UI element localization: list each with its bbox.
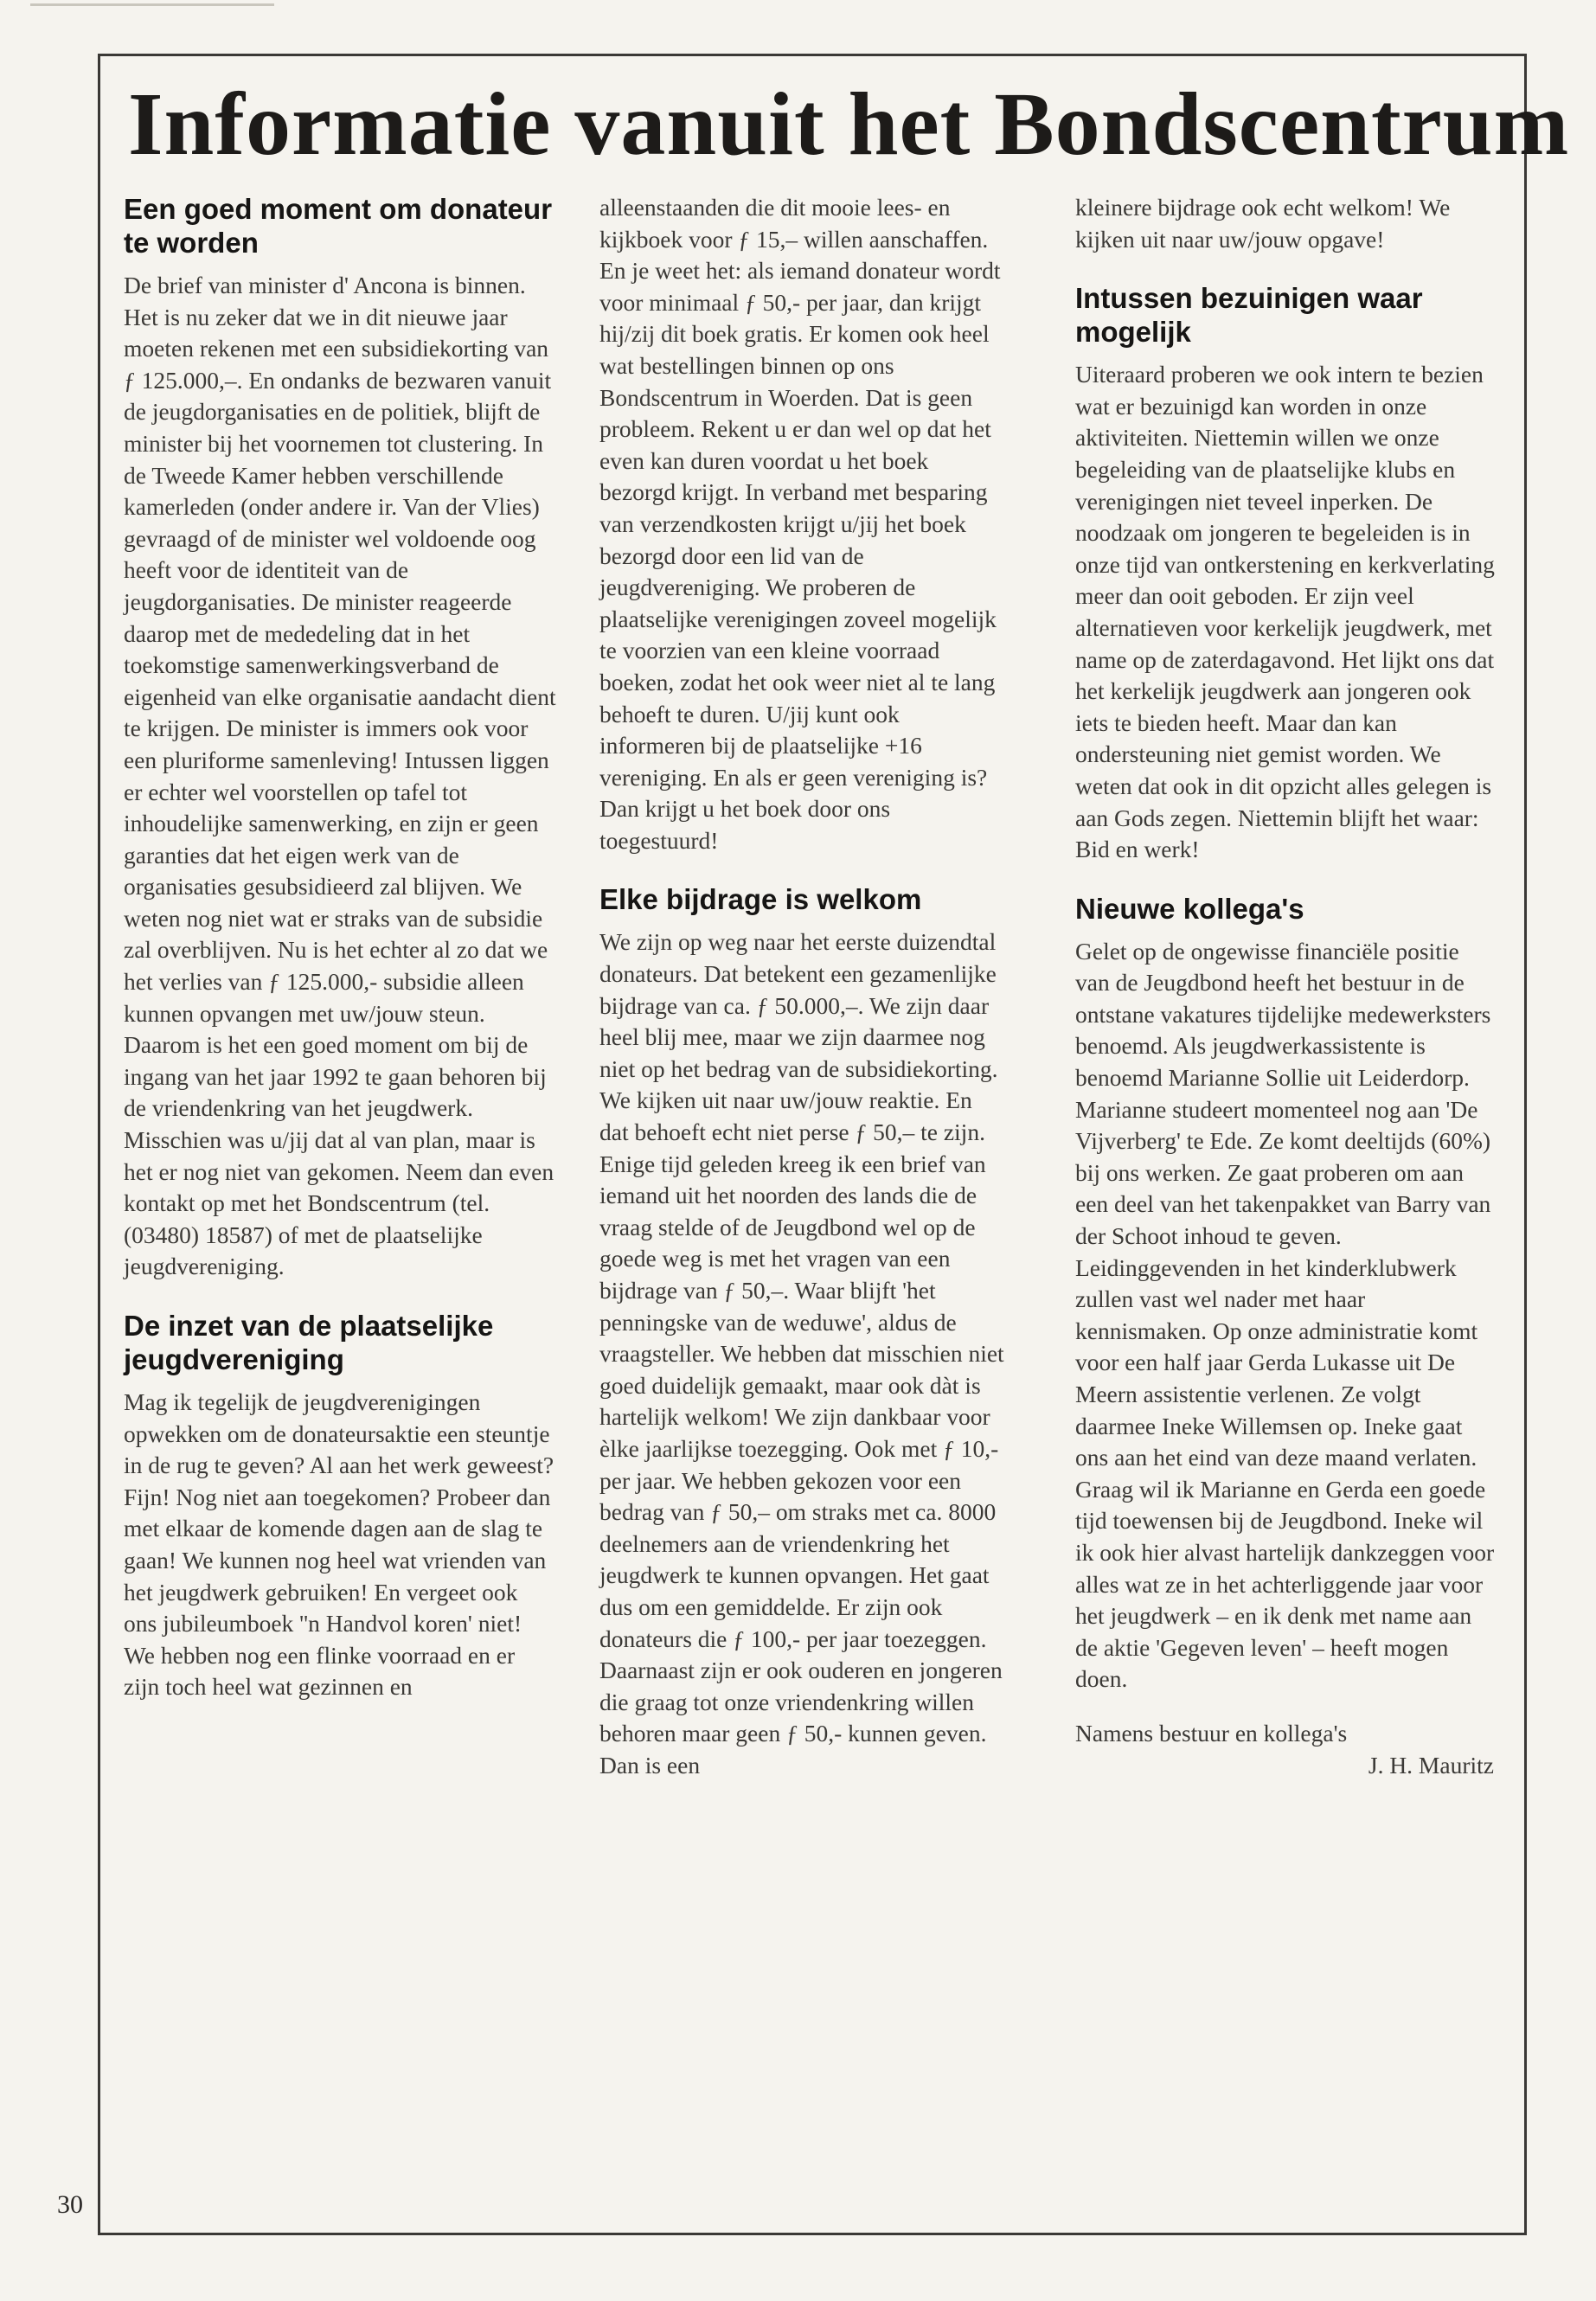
section-body-inzet-part2: alleenstaanden die dit mooie lees- en kijkboek voor ƒ 15,– willen aanschaffen. En je weet het: als iemand donateur wordt voor minimaal ƒ 50,- per jaar, dan krijgt hij/zij dit boek gratis. Er komen ook heel wat bestellingen binnen op ons Bondscentrum in Woerden. Dat is geen probleem. Rekent u er dan wel op dat het even kan duren voordat u het boek bezorgd krijgt. In verband met besparing van verzendkosten krijgt u/jij het boek bezorgd door een lid van de jeugdvereniging. We proberen de plaatselijke verenigingen zoveel mogelijk te voorzien van een kleine voorraad boeken, zodat het ook weer niet al te lang behoeft te duren. U/jij kunt ook informeren bij de plaatselijke +16 vereniging. En als er geen vereniging is? Dan krijgt u het boek door ons toegestuurd! — [599, 194, 1001, 854]
column-2 — [599, 192, 1006, 1782]
section-body-inzet-part1: Mag ik tegelijk de jeugdverenigingen opwekken om de donateursaktie een steuntje in de rug te geven? Al aan het werk geweest? Fijn! Nog niet aan toegekomen? Probeer dan met elkaar de komende dagen aan de slag te gaan! We kunnen nog heel wat vrienden van het jeugdwerk gebruiken! En vergeet ook ons jubileumboek ''n Handvol koren' niet! We hebben nog een flinke voorraad en er zijn toch heel wat gezinnen en — [124, 1388, 554, 1701]
section-body-donateur: De brief van minister d' Ancona is binnen. Het is nu zeker dat we in dit nieuwe jaar moeten rekenen met een subsidiekorting van ƒ 125.000,–. En ondanks de bezwaren vanuit de jeugdorganisaties en de politiek, blijft de minister bij het voornemen tot clustering. In de Tweede Kamer hebben verschillende kamerleden (onder andere ir. Van der Vlies) gevraagd of de minister wel voldoende oog heeft voor de identiteit van de jeugdorganisaties. De minister reageerde daarop met de mededeling dat in het toekomstige samenwerkingsverband de eigenheid van elke organisatie aandacht dient te krijgen. De minister is immers ook voor een pluriforme samenleving! Intussen liggen er echter wel voorstellen op tafel tot inhoudelijke samenwerking, en zijn er geen garanties dat het eigen werk van de organisaties gesubsidieerd zal blijven. We weten nog niet wat er straks van de subsidie zal overblijven. Nu is het echter al zo dat we het verlies van ƒ 125.000,- subsidie alleen kunnen opvangen met uw/jouw steun. Daarom is het een goed moment om bij de ingang van het jaar 1992 te gaan behoren bij de vriendenkring van het jeugdwerk. Misschien was u/jij dat al van plan, maar is het er nog niet van gekomen. Neem dan even kontakt op met het Bondscentrum (tel. (03480) 18587) of met de plaatselijke jeugdvereniging. — [124, 272, 556, 1280]
section-heading-inzet: De inzet van de plaatselijke jeugdvereniging — [124, 1310, 494, 1375]
section-body-bezuinigen: Uiteraard proberen we ook intern te bezien wat er bezuinigd kan worden in onze aktiviteiten. Niettemin willen we onze begeleiding van de plaatselijke klubs en verenigingen niet teveel inperken. De noodzaak om jongeren te begeleiden is in onze tijd van ontkerstening en kerkverlating meer dan ooit geboden. Er zijn veel alternatieven voor kerkelijk jeugdwerk, met name op de zaterdagavond. Het lijkt ons dat het kerkelijk jeugdwerk aan jongeren ook iets te bieden heeft. Maar dan kan ondersteuning niet gemist worden. We weten dat ook in dit opzicht alles gelegen is aan Gods zegen. Niettemin blijft het waar: Bid en werk! — [1075, 361, 1495, 863]
section-heading-bijdrage: Elke bijdrage is welkom — [599, 883, 922, 916]
section-body-bijdrage-part1: We zijn op weg naar het eerste duizendtal donateurs. Dat betekent een gezamenlijke bijdrage van ca. ƒ 50.000,–. We zijn daar heel blij mee, maar we zijn daarmee nog niet op het bedrag van de subsidiekorting. We kijken uit naar uw/jouw reaktie. En dat behoeft echt niet perse ƒ 50,– te zijn. Enige tijd geleden kreeg ik een brief van iemand uit het noorden des lands die de vraag stelde of de Jeugdbond wel op de goede weg is met het vragen van een bijdrage van ƒ 50,–. Waar blijft 'het penningske van de weduwe', aldus de vraagsteller. We hebben dat misschien niet goed duidelijk gemaakt, maar ook dàt is hartelijk welkom! We zijn dankbaar voor èlke jaarlijkse toezegging. Ook met ƒ 10,- per jaar. We hebben gekozen voor een bedrag van ƒ 50,– om straks met ca. 8000 deelnemers aan de vriendenkring het jeugdwerk te kunnen opvangen. Het gaat dus om een gemiddelde. Er zijn ook donateurs die ƒ 100,- per jaar toezeggen. Daarnaast zijn er ook ouderen en jongeren die graag tot onze vriendenkring willen behoren maar geen ƒ 50,- kunnen geven. Dan is een — [599, 928, 1004, 1779]
section-body-kollegas: Gelet op de ongewisse financiële positie van de Jeugdbond heeft het bestuur in de ontstane vakatures tijdelijke medewerksters benoemd. Als jeugdwerkassistente is benoemd Marianne Sollie uit Leiderdorp. Marianne studeert momenteel nog aan 'De Vijverberg' te Ede. Ze komt deeltijds (60%) bij ons werken. Ze gaat proberen om aan een deel van het takenpakket van Barry van der Schoot inhoud te geven. Leidinggevenden in het kinderklubwerk zullen vast wel nader met haar kennismaken. Op onze administratie komt voor een half jaar Gerda Lukasse uit De Meern assistentie verlenen. Ze volgt daarmee Ineke Willemsen op. Ineke gaat ons aan het eind van deze maand verlaten. Graag wil ik Marianne en Gerda een goede tijd toewensen bij de Jeugdbond. Ineke wil ik ook hier alvast hartelijk dankzeggen voor alles wat ze in het achterliggende jaar voor het jeugdwerk – en ik denk met name aan de aktie 'Gegeven leven' – heeft mogen doen. — [1075, 937, 1495, 1693]
signature-line: Namens bestuur en kollega's — [1075, 1719, 1348, 1747]
page-number: 30 — [57, 2190, 83, 2219]
column-3 — [1075, 192, 1499, 1781]
column-1 — [124, 192, 556, 1703]
signature-name: J. H. Mauritz — [1368, 1751, 1494, 1779]
top-rule — [30, 3, 274, 6]
page-title: Informatie vanuit het Bondscentrum — [128, 74, 1570, 174]
section-body-bijdrage-part2: kleinere bijdrage ook echt welkom! We kijken uit naar uw/jouw opgave! — [1075, 194, 1451, 253]
section-heading-donateur: Een goed moment om donateur te worden — [124, 193, 553, 259]
section-heading-bezuinigen: Intussen bezuinigen waar mogelijk — [1075, 282, 1423, 349]
section-heading-kollegas: Nieuwe kollega's — [1075, 892, 1304, 925]
